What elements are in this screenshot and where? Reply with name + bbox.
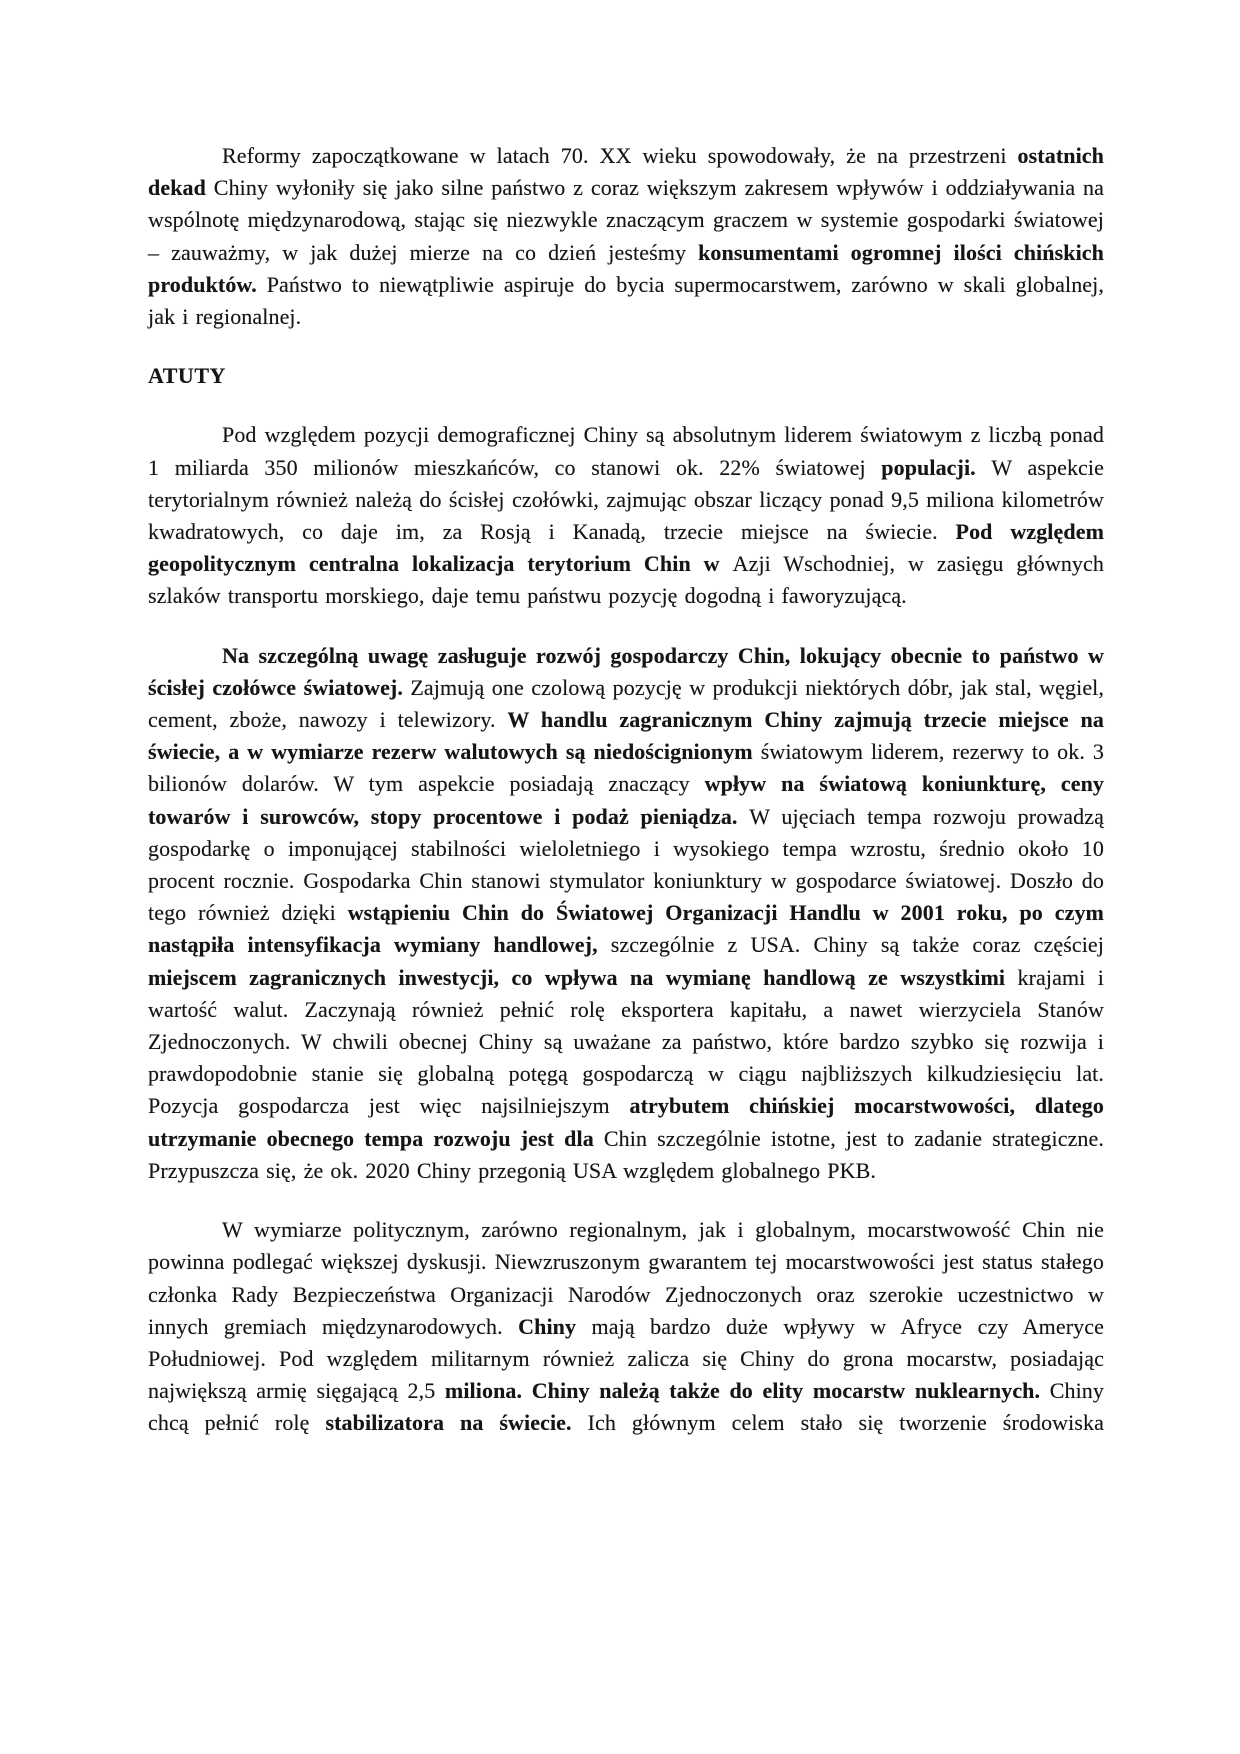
text-run: Azji Wschodniej, w zasięgu głównych szlaków transportu morskiego, daje temu państwu pozycję dogodną i faworyzującą. — [148, 551, 1104, 609]
bold-text-run: stabilizatora na świecie. — [325, 1410, 588, 1436]
text-run: Chiny wyłoniły się jako silne państwo z coraz większym zakresem wpływów i oddziaływania na wspólnotę międzynarodową, stając się niezwykle znaczącym graczem w systemie gospodarki światowej – zauważmy, w jak dużej mierze na co dzień jesteśmy — [148, 175, 1104, 265]
text-run: Pod względem pozycji demograficznej Chiny są absolutnym liderem światowym z liczbą ponad 1 miliarda 350 milionów mieszkańców, co stanowi ok. 22% światowej — [148, 422, 1104, 480]
text-run: W wymiarze politycznym, zarówno regionalnym, jak i globalnym, mocarstwowość Chin nie powinna podlegać większej dyskusji. Niewzruszonym gwarantem tej mocarstwowości jest status stałego członka Rady Bezpieczeństwa Organizacji Narodów Zjednoczonych oraz szerokie uczestnictwo w innych gremiach międzynarodowych. — [148, 1217, 1104, 1339]
paragraph-intro-reforms — [148, 140, 1104, 333]
text-run: Państwo to niewątpliwie aspiruje do bycia supermocarstwem, zarówno w skali globalnej, jak i regionalnej. — [148, 271, 1104, 330]
text-run: Zajmują one czolową pozycję w produkcji niektórych dóbr, jak stal, węgiel, cement, zboże, nawozy i telewizory. — [148, 674, 1104, 733]
text-run: Chiny chcą pełnić rolę — [148, 1378, 1104, 1436]
bold-text-run: konsumentami ogromnej ilości chińskich produktów. — [148, 239, 1104, 297]
bold-text-run: Pod względem geopolitycznym centralna lokalizacja terytorium Chin w — [148, 519, 1104, 577]
document-text-column — [148, 140, 1104, 1440]
text-run: Chin szczególnie istotne, jest to zadanie strategiczne. Przypuszcza się, że ok. 2020 Chiny przegonią USA względem globalnego PKB. — [148, 1125, 1104, 1183]
bold-text-run: W handlu zagranicznym Chiny zajmują trzecie miejsce na świecie, a w wymiarze rezerw walutowych są niedoścignionym — [148, 707, 1104, 765]
bold-text-run: populacji. — [881, 454, 992, 480]
bold-text-run: Na szczególną uwagę zasługuje rozwój gospodarczy Chin, lokujący obecnie to państwo w ścisłej czołówce światowej. — [148, 642, 1104, 700]
bold-text-run: wstąpieniu Chin do Światowej Organizacji Handlu w 2001 roku, po czym nastąpiła intensyfikacja wymiany handlowej, — [148, 900, 1104, 958]
text-run: Ich głównym celem stało się tworzenie środowiska — [587, 1410, 1104, 1436]
text-run: krajami i wartość walut. Zaczynają również pełnić rolę eksportera kapitału, a nawet wierzyciela Stanów Zjednoczonych. W chwili obecnej Chiny są uważane za państwo, które bardzo szybko się rozwija i prawdopodobnie stanie się globalną potęgą gospodarczą w ciągu najbliższych kilkudziesięciu lat. Pozycja gospodarcza jest więc najsilniejszym — [148, 964, 1104, 1119]
bold-text-run: ostatnich dekad — [148, 143, 1104, 201]
bold-text-run: miliona. Chiny należą także do elity mocarstw nuklearnych. — [444, 1378, 1050, 1404]
text-run: mają bardzo duże wpływy w Afryce czy Ameryce Południowej. Pod względem militarnym również zalicza się Chiny do grona mocarstw, posiadając największą armię sięgającą 2,5 — [148, 1313, 1104, 1404]
text-run: W ujęciach tempa rozwoju prowadzą gospodarkę o imponującej stabilności wieloletniego i wysokiego tempa wzrostu, średnio około 10 procent rocznie. Gospodarka Chin stanowi stymulator koniunktury w gospodarce światowej. Doszło do tego również dzięki — [148, 803, 1104, 926]
paragraph-demography-territory — [148, 419, 1104, 612]
text-run: światowym liderem, rezerwy to ok. 3 bilionów dolarów. W tym aspekcie posiadają znaczący — [148, 739, 1105, 797]
bold-text-run: wpływ na światową koniunkturę, ceny towarów i surowców, stopy procentowe i podaż pieniądza. — [148, 771, 1105, 829]
section-heading-atuty: ATUTY — [148, 363, 226, 389]
paragraph-economy — [148, 640, 1104, 1187]
text-run: Reformy zapoczątkowane w latach 70. XX wieku spowodowały, że na przestrzeni — [222, 143, 1018, 168]
paragraph-politics-military — [148, 1214, 1104, 1439]
bold-text-run: Chiny — [518, 1313, 592, 1339]
bold-text-run: atrybutem chińskiej mocarstwowości, dlatego utrzymanie obecnego tempa rozwoju jest dla — [148, 1093, 1104, 1151]
bold-text-run: miejscem zagranicznych inwestycji, co wpływa na wymianę handlową ze wszystkimi — [148, 964, 1018, 990]
text-run: szczególnie z USA. Chiny są także coraz częściej — [610, 932, 1105, 958]
text-run: W aspekcie terytorialnym również należą do ścisłej czołówki, zajmując obszar liczący ponad 9,5 miliona kilometrów kwadratowych, co daje im, za Rosją i Kanadą, trzecie miejsce na świecie. — [148, 454, 1104, 545]
